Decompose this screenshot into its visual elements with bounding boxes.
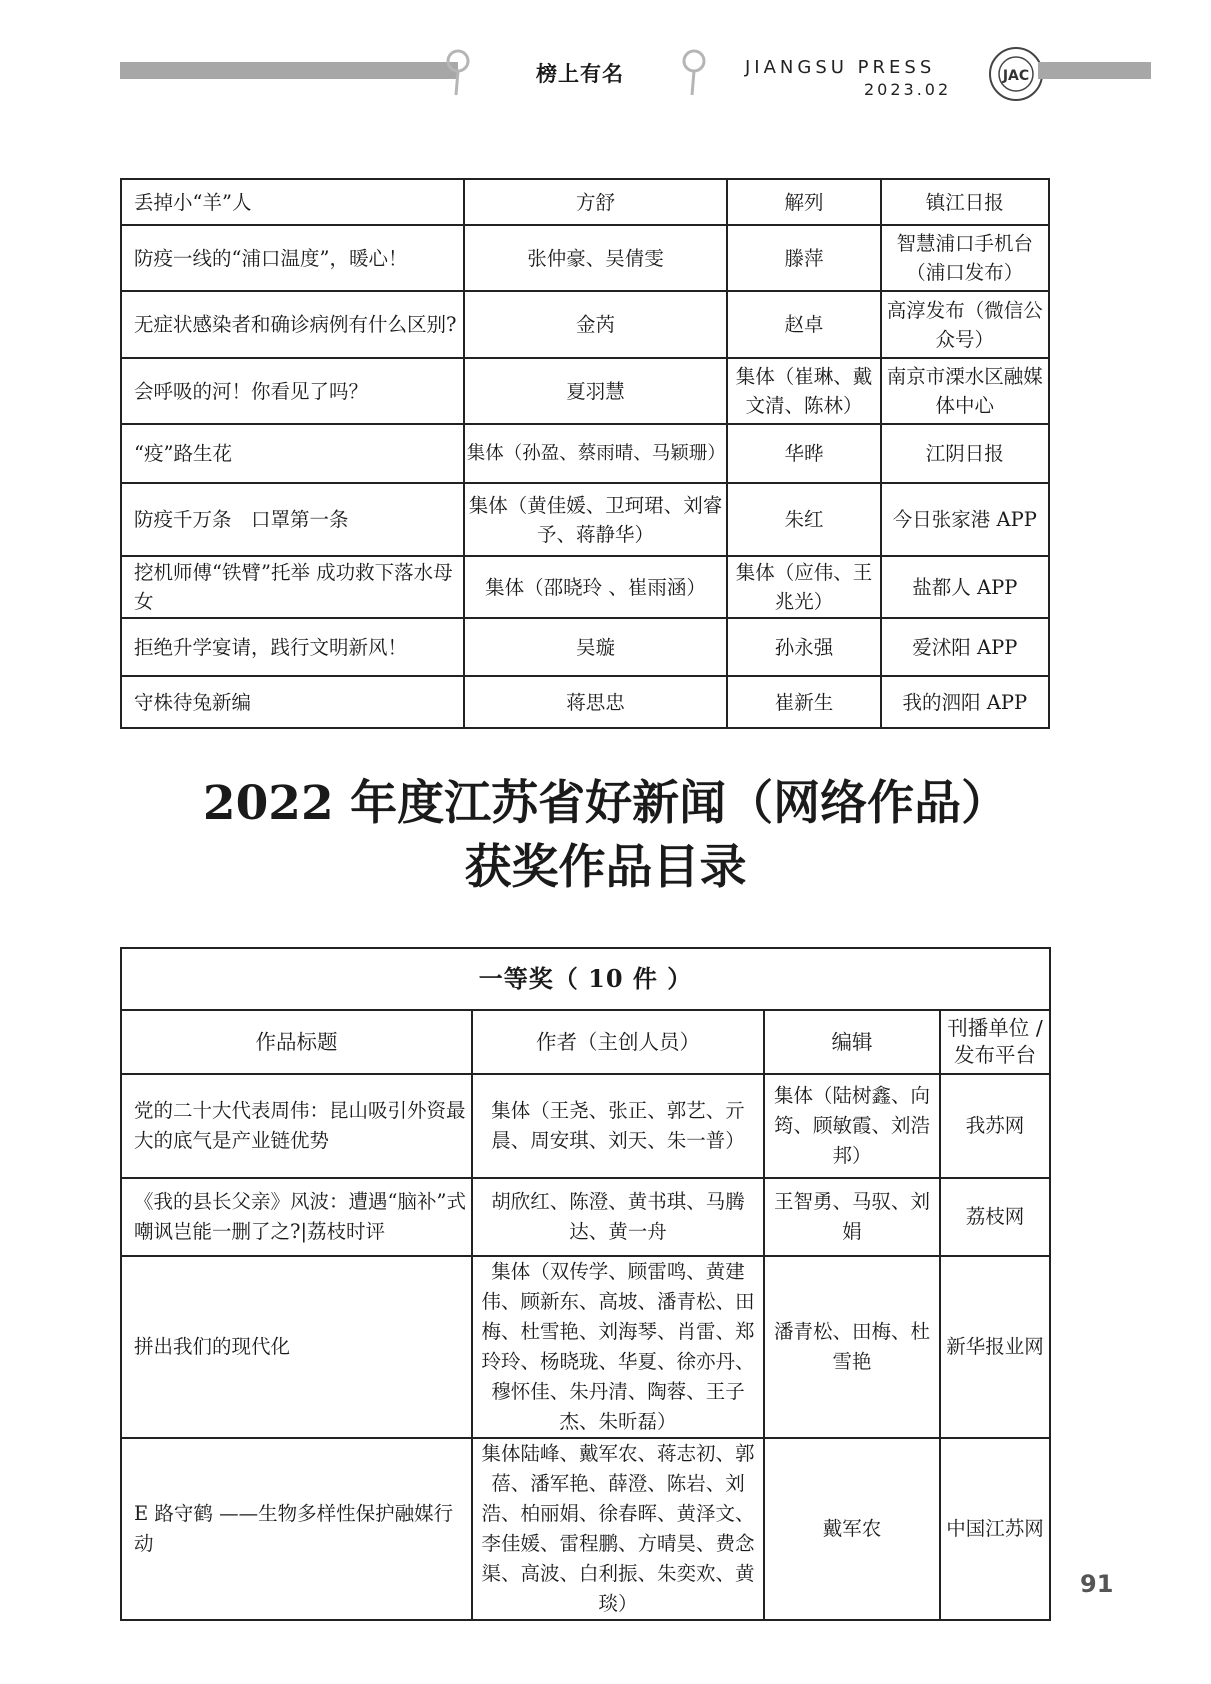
work-editor: 解列 — [727, 179, 880, 225]
work-author: 集体（王尧、张正、郭艺、亓晨、周安琪、刘天、朱一普） — [472, 1074, 764, 1178]
work-author: 方舒 — [464, 179, 728, 225]
work-title: 拒绝升学宴请，践行文明新风！ — [121, 618, 464, 676]
awards-table-continued — [120, 178, 1050, 729]
work-author: 集体（孙盈、蔡雨晴、马颖珊） — [464, 424, 728, 483]
work-unit: 中国江苏网 — [940, 1438, 1050, 1620]
work-title: 拼出我们的现代化 — [121, 1256, 472, 1438]
table-row — [121, 483, 1049, 556]
table-row — [121, 179, 1049, 225]
work-title: 防疫一线的“浦口温度”，暖心！ — [121, 225, 464, 291]
page-title-line2: 获奖作品目录 — [464, 840, 747, 895]
work-editor: 孙永强 — [727, 618, 880, 676]
work-unit: 高淳发布（微信公众号） — [881, 291, 1049, 358]
work-unit: 新华报业网 — [940, 1256, 1050, 1438]
work-author: 集体（黄佳媛、卫珂珺、刘睿予、蒋静华） — [464, 483, 728, 556]
work-editor: 朱红 — [727, 483, 880, 556]
work-author: 胡欣红、陈澄、黄书琪、马腾达、黄一舟 — [472, 1178, 764, 1256]
work-editor: 戴军农 — [764, 1438, 940, 1620]
prize-label: 一等奖（ 10 件 ） — [121, 948, 1050, 1010]
work-unit: 南京市溧水区融媒体中心 — [881, 358, 1049, 424]
svg-text:JAC: JAC — [1002, 68, 1030, 84]
page-number: 91 — [1080, 1570, 1114, 1598]
work-editor: 潘青松、田梅、杜雪艳 — [764, 1256, 940, 1438]
page-title — [0, 772, 1211, 900]
header-bar-right — [1038, 62, 1151, 79]
table-row — [121, 1256, 1050, 1438]
work-editor: 集体（应伟、王兆光） — [727, 556, 880, 618]
pin-icon — [682, 49, 706, 97]
work-title: 守株待兔新编 — [121, 676, 464, 728]
work-unit: 智慧浦口手机台（浦口发布） — [881, 225, 1049, 291]
work-unit: 镇江日报 — [881, 179, 1049, 225]
work-author: 金芮 — [464, 291, 728, 358]
work-editor: 赵卓 — [727, 291, 880, 358]
work-author: 集体（邵晓玲 、崔雨涵） — [464, 556, 728, 618]
section-name: 榜上有名 — [536, 62, 624, 86]
work-title: “疫”路生花 — [121, 424, 464, 483]
first-prize-table — [120, 947, 1051, 1621]
work-unit: 今日张家港 APP — [881, 483, 1049, 556]
work-title: E 路守鹤 ——生物多样性保护融媒行动 — [121, 1438, 472, 1620]
table-row — [121, 556, 1049, 618]
work-author: 张仲豪、吴倩雯 — [464, 225, 728, 291]
table-row — [121, 1438, 1050, 1620]
table-row — [121, 676, 1049, 728]
work-author: 夏羽慧 — [464, 358, 728, 424]
work-title: 《我的县长父亲》风波：遭遇“脑补”式嘲讽岂能一删了之?|荔枝时评 — [121, 1178, 472, 1256]
table-row — [121, 1074, 1050, 1178]
work-unit: 荔枝网 — [940, 1178, 1050, 1256]
work-editor: 集体（崔琳、戴文清、陈林） — [727, 358, 880, 424]
work-unit: 爱沭阳 APP — [881, 618, 1049, 676]
issue-number: 2023.02 — [864, 80, 952, 99]
work-author: 集体陆峰、戴军农、蒋志初、郭蓓、潘军艳、薛澄、陈岩、刘浩、柏丽娟、徐春晖、黄泽文、李佳媛、雷程鹏、方晴昊、费念渠、高波、白利振、朱奕欢、黄琰） — [472, 1438, 764, 1620]
header-bar-left — [120, 62, 458, 79]
table-row — [121, 424, 1049, 483]
association-seal-icon — [988, 46, 1044, 102]
work-editor: 华晔 — [727, 424, 880, 483]
work-author: 吴璇 — [464, 618, 728, 676]
prize-row — [121, 948, 1050, 1010]
pin-icon — [446, 49, 470, 97]
col-header-author: 作者（主创人员） — [472, 1010, 764, 1074]
work-title: 党的二十大代表周伟：昆山吸引外资最大的底气是产业链优势 — [121, 1074, 472, 1178]
table-row — [121, 1178, 1050, 1256]
table-row — [121, 291, 1049, 358]
work-unit: 盐都人 APP — [881, 556, 1049, 618]
work-editor: 集体（陆树鑫、向筠、顾敏霞、刘浩邦） — [764, 1074, 940, 1178]
work-unit: 我苏网 — [940, 1074, 1050, 1178]
work-author: 蒋思忠 — [464, 676, 728, 728]
work-unit: 江阴日报 — [881, 424, 1049, 483]
work-title: 挖机师傅“铁臂”托举 成功救下落水母女 — [121, 556, 464, 618]
work-author: 集体（双传学、顾雷鸣、黄建伟、顾新东、高坡、潘青松、田梅、杜雪艳、刘海琴、肖雷、郑玲玲、杨晓珑、华夏、徐亦丹、穆怀佳、朱丹清、陶蓉、王子杰、朱昕磊） — [472, 1256, 764, 1438]
table-row — [121, 225, 1049, 291]
table-row — [121, 358, 1049, 424]
work-editor: 崔新生 — [727, 676, 880, 728]
page-title-line1: 2022 年度江苏省好新闻（网络作品） — [202, 776, 1009, 831]
work-title: 会呼吸的河！你看见了吗？ — [121, 358, 464, 424]
work-editor: 王智勇、马驭、刘娟 — [764, 1178, 940, 1256]
work-editor: 滕萍 — [727, 225, 880, 291]
work-title: 无症状感染者和确诊病例有什么区别? — [121, 291, 464, 358]
col-header-unit: 刊播单位 / 发布平台 — [940, 1010, 1050, 1074]
work-title: 丢掉小“羊”人 — [121, 179, 464, 225]
col-header-editor: 编辑 — [764, 1010, 940, 1074]
col-header-title: 作品标题 — [121, 1010, 472, 1074]
header-row — [121, 1010, 1050, 1074]
work-unit: 我的泗阳 APP — [881, 676, 1049, 728]
work-title: 防疫千万条 口罩第一条 — [121, 483, 464, 556]
table-row — [121, 618, 1049, 676]
brand-name: JIANGSU PRESS — [745, 57, 936, 78]
